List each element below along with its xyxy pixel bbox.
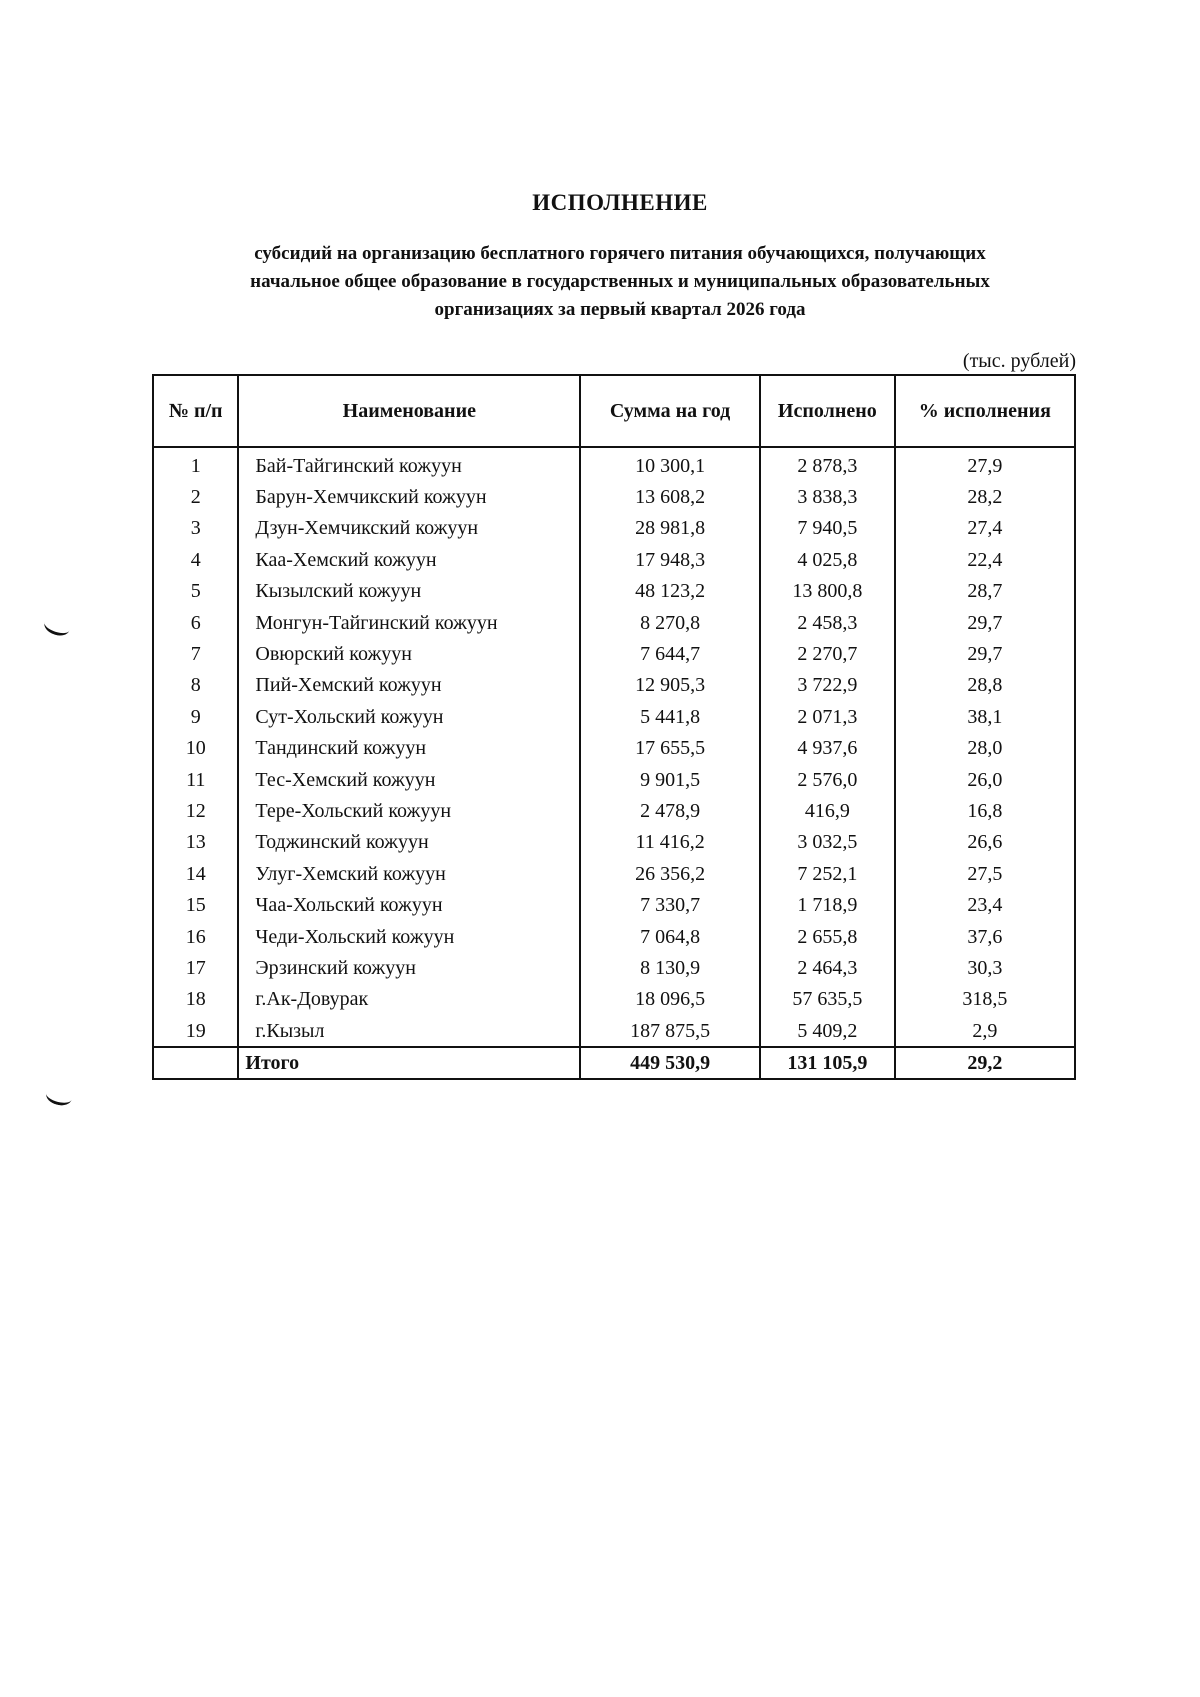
row-percent: 37,6: [895, 921, 1075, 952]
table-row: [153, 889, 1075, 920]
row-num: 19: [153, 1015, 238, 1047]
row-percent: 23,4: [895, 889, 1075, 920]
row-name: Дзун-Хемчикский кожуун: [238, 513, 580, 544]
row-percent: 27,5: [895, 858, 1075, 889]
table-row: [153, 576, 1075, 607]
row-name: Барун-Хемчикский кожуун: [238, 481, 580, 512]
row-year-sum: 10 300,1: [580, 447, 760, 481]
table-row: [153, 513, 1075, 544]
row-year-sum: 17 655,5: [580, 733, 760, 764]
row-num: 11: [153, 764, 238, 795]
row-num: 3: [153, 513, 238, 544]
row-percent: 28,0: [895, 733, 1075, 764]
row-name: Чаа-Хольский кожуун: [238, 889, 580, 920]
row-year-sum: 18 096,5: [580, 984, 760, 1015]
row-executed: 1 718,9: [760, 889, 895, 920]
table-row: [153, 858, 1075, 889]
row-year-sum: 8 130,9: [580, 952, 760, 983]
row-year-sum: 7 064,8: [580, 921, 760, 952]
row-executed: 2 270,7: [760, 638, 895, 669]
row-percent: 28,7: [895, 576, 1075, 607]
header-percent: % исполнения: [895, 375, 1075, 447]
row-name: Овюрский кожуун: [238, 638, 580, 669]
row-year-sum: 9 901,5: [580, 764, 760, 795]
row-percent: 29,7: [895, 638, 1075, 669]
total-percent: 29,2: [895, 1047, 1075, 1079]
table-body: [153, 447, 1075, 1047]
margin-mark: [42, 614, 72, 638]
table-row: [153, 544, 1075, 575]
table-row: [153, 701, 1075, 732]
row-executed: 2 576,0: [760, 764, 895, 795]
row-num: 9: [153, 701, 238, 732]
table-header-row: [153, 375, 1075, 447]
row-num: 10: [153, 733, 238, 764]
table-row: [153, 952, 1075, 983]
row-executed: 5 409,2: [760, 1015, 895, 1047]
margin-mark: [44, 1085, 73, 1108]
row-executed: 2 458,3: [760, 607, 895, 638]
row-name: Улуг-Хемский кожуун: [238, 858, 580, 889]
table-row: [153, 827, 1075, 858]
row-name: Каа-Хемский кожуун: [238, 544, 580, 575]
row-num: 15: [153, 889, 238, 920]
total-year-sum: 449 530,9: [580, 1047, 760, 1079]
row-year-sum: 12 905,3: [580, 670, 760, 701]
row-percent: 318,5: [895, 984, 1075, 1015]
row-year-sum: 13 608,2: [580, 481, 760, 512]
row-executed: 2 655,8: [760, 921, 895, 952]
row-name: Бай-Тайгинский кожуун: [238, 447, 580, 481]
row-percent: 27,4: [895, 513, 1075, 544]
table-row: [153, 481, 1075, 512]
row-year-sum: 5 441,8: [580, 701, 760, 732]
row-name: Кызылский кожуун: [238, 576, 580, 607]
row-executed: 2 878,3: [760, 447, 895, 481]
row-percent: 2,9: [895, 1015, 1075, 1047]
row-executed: 2 071,3: [760, 701, 895, 732]
row-year-sum: 48 123,2: [580, 576, 760, 607]
row-name: Тоджинский кожуун: [238, 827, 580, 858]
row-year-sum: 28 981,8: [580, 513, 760, 544]
row-num: 6: [153, 607, 238, 638]
subtitle-line-2: начальное общее образование в государственных и муниципальных образовательных: [250, 271, 990, 292]
table-row: [153, 764, 1075, 795]
row-num: 7: [153, 638, 238, 669]
header-executed: Исполнено: [760, 375, 895, 447]
row-year-sum: 11 416,2: [580, 827, 760, 858]
row-name: Чеди-Хольский кожуун: [238, 921, 580, 952]
table-row: [153, 984, 1075, 1015]
header-name: Наименование: [238, 375, 580, 447]
row-name: Пий-Хемский кожуун: [238, 670, 580, 701]
row-percent: 28,8: [895, 670, 1075, 701]
table-row: [153, 921, 1075, 952]
row-name: Тес-Хемский кожуун: [238, 764, 580, 795]
total-executed: 131 105,9: [760, 1047, 895, 1079]
table-row: [153, 607, 1075, 638]
subtitle-line-1: субсидий на организацию бесплатного горячего питания обучающихся, получающих: [254, 243, 986, 264]
units-note: (тыс. рублей): [962, 350, 1076, 372]
row-num: 1: [153, 447, 238, 481]
table-row: [153, 447, 1075, 481]
row-percent: 26,0: [895, 764, 1075, 795]
row-num: 2: [153, 481, 238, 512]
row-year-sum: 2 478,9: [580, 795, 760, 826]
row-year-sum: 187 875,5: [580, 1015, 760, 1047]
row-name: Монгун-Тайгинский кожуун: [238, 607, 580, 638]
row-name: Тандинский кожуун: [238, 733, 580, 764]
row-executed: 7 940,5: [760, 513, 895, 544]
row-year-sum: 17 948,3: [580, 544, 760, 575]
subtitle-line-3: организациях за первый квартал 2026 года: [434, 299, 806, 320]
row-num: 13: [153, 827, 238, 858]
row-executed: 4 937,6: [760, 733, 895, 764]
row-percent: 38,1: [895, 701, 1075, 732]
row-num: 16: [153, 921, 238, 952]
row-year-sum: 7 644,7: [580, 638, 760, 669]
row-executed: 3 838,3: [760, 481, 895, 512]
row-executed: 2 464,3: [760, 952, 895, 983]
table-row: [153, 733, 1075, 764]
header-year-sum: Сумма на год: [580, 375, 760, 447]
row-year-sum: 7 330,7: [580, 889, 760, 920]
total-label: Итого: [238, 1047, 580, 1079]
row-name: г.Кызыл: [238, 1015, 580, 1047]
table-row: [153, 1015, 1075, 1047]
row-percent: 29,7: [895, 607, 1075, 638]
row-num: 12: [153, 795, 238, 826]
table-row: [153, 638, 1075, 669]
row-percent: 26,6: [895, 827, 1075, 858]
row-num: 5: [153, 576, 238, 607]
header-num: № п/п: [153, 375, 238, 447]
row-executed: 3 722,9: [760, 670, 895, 701]
row-num: 17: [153, 952, 238, 983]
row-num: 14: [153, 858, 238, 889]
row-year-sum: 26 356,2: [580, 858, 760, 889]
row-num: 8: [153, 670, 238, 701]
row-num: 18: [153, 984, 238, 1015]
row-name: Эрзинский кожуун: [238, 952, 580, 983]
execution-table: [152, 374, 1076, 1080]
row-name: Сут-Хольский кожуун: [238, 701, 580, 732]
row-executed: 4 025,8: [760, 544, 895, 575]
row-num: 4: [153, 544, 238, 575]
row-executed: 3 032,5: [760, 827, 895, 858]
row-percent: 28,2: [895, 481, 1075, 512]
row-percent: 27,9: [895, 447, 1075, 481]
row-executed: 57 635,5: [760, 984, 895, 1015]
table-row: [153, 795, 1075, 826]
row-name: г.Ак-Довурак: [238, 984, 580, 1015]
document-subtitle: [170, 240, 1070, 324]
row-percent: 16,8: [895, 795, 1075, 826]
table-total-row: [153, 1047, 1075, 1079]
row-executed: 416,9: [760, 795, 895, 826]
row-executed: 13 800,8: [760, 576, 895, 607]
row-name: Тере-Хольский кожуун: [238, 795, 580, 826]
row-percent: 22,4: [895, 544, 1075, 575]
row-percent: 30,3: [895, 952, 1075, 983]
row-executed: 7 252,1: [760, 858, 895, 889]
row-year-sum: 8 270,8: [580, 607, 760, 638]
total-num: [153, 1047, 238, 1079]
document-title: ИСПОЛНЕНИЕ: [532, 190, 708, 215]
table-row: [153, 670, 1075, 701]
